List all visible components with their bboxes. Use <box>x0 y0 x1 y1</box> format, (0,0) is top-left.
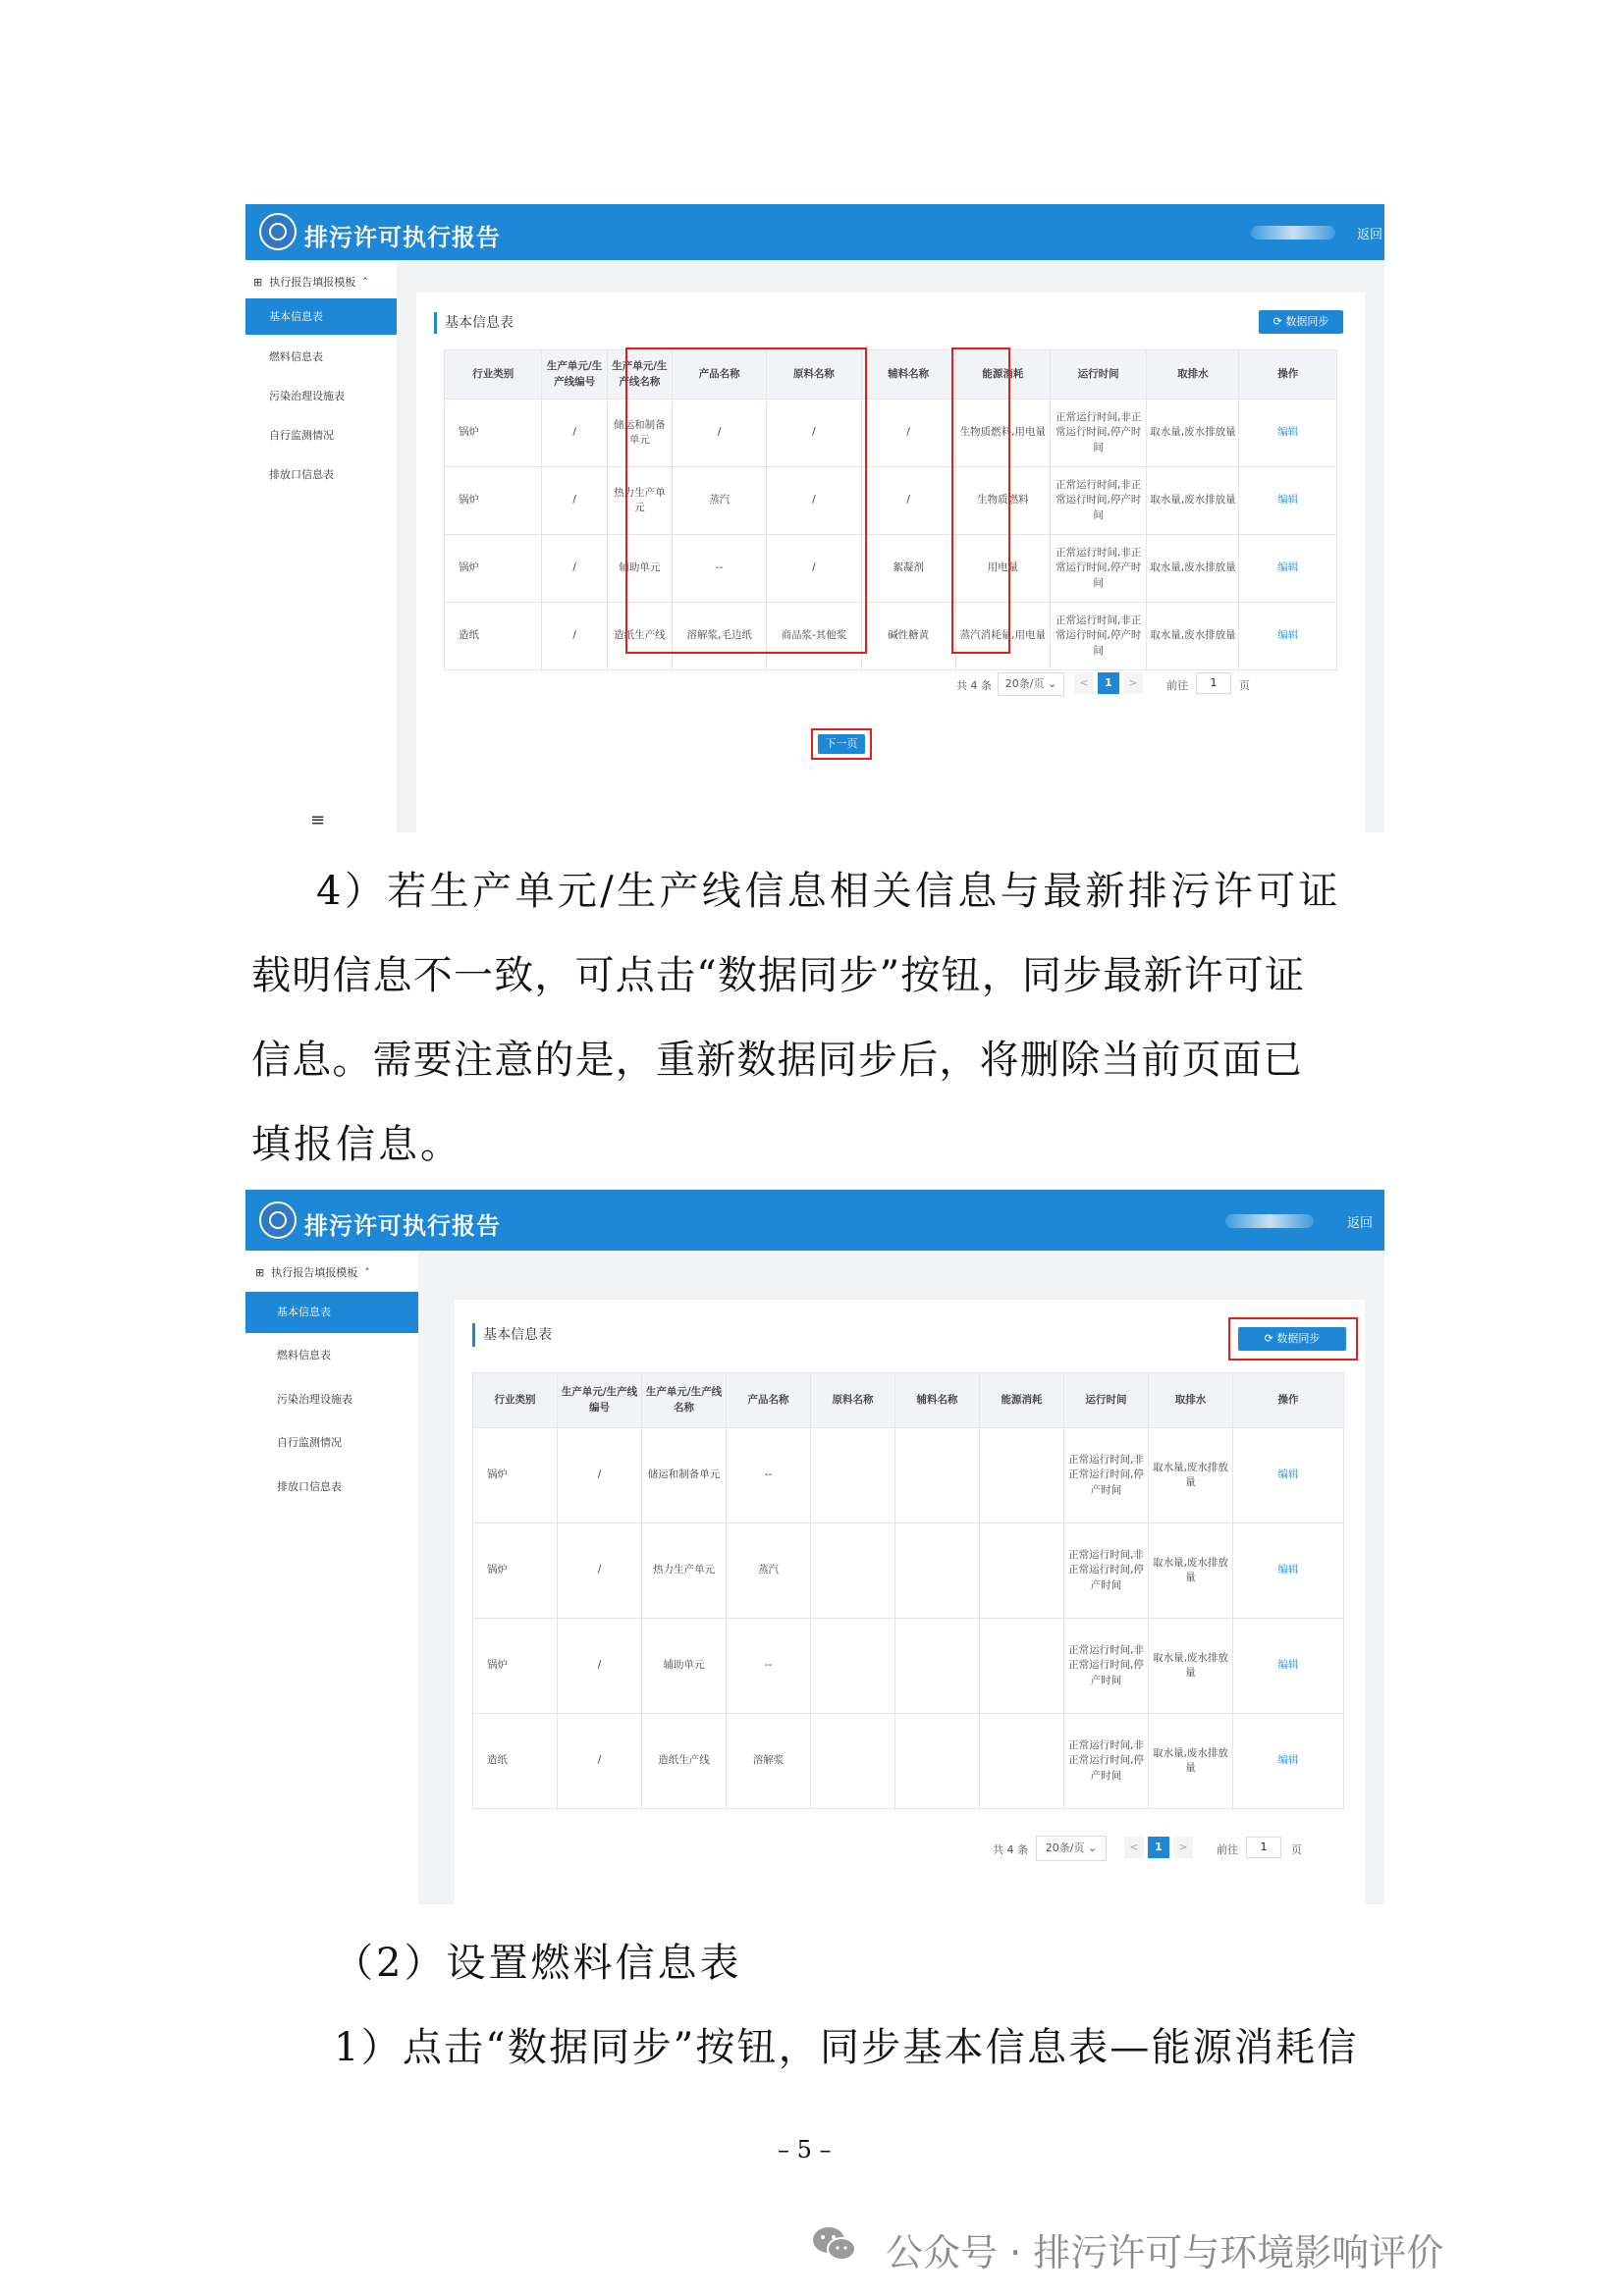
cell: 取水量,废水排放量 <box>1149 1714 1233 1809</box>
goto-page-input[interactable]: 1 <box>1196 672 1231 694</box>
edit-cell <box>1239 603 1337 670</box>
cell: 正常运行时间,非正常运行时间,停产时间 <box>1064 1714 1149 1809</box>
goto-label: 前往 <box>1217 1843 1238 1856</box>
cell: 正常运行时间,非正常运行时间,停产时间 <box>1064 1523 1149 1619</box>
app-title: 排污许可执行报告 <box>304 1212 501 1240</box>
cell: / <box>558 1428 642 1523</box>
edit-cell <box>1233 1619 1344 1714</box>
pager-total: 共 4 条 <box>993 1843 1028 1856</box>
paragraph-line: 填报信息。 <box>251 1122 462 1167</box>
screenshot-basic-info-highlighted <box>245 204 1384 832</box>
chevron-up-icon: ˄ <box>358 276 368 289</box>
cell: / <box>558 1523 642 1619</box>
cell <box>980 1714 1064 1809</box>
refresh-icon: ⟳ <box>1272 315 1286 328</box>
cell: / <box>542 400 607 467</box>
table-row <box>445 535 1337 603</box>
cell: -- <box>673 535 767 603</box>
cell: 絮凝剂 <box>861 535 955 603</box>
edit-cell <box>1239 535 1337 603</box>
table-row <box>473 1428 1344 1523</box>
refresh-icon: ⟳ <box>1264 1332 1277 1345</box>
sidebar-group[interactable] <box>245 274 405 290</box>
table-header-row <box>445 350 1337 400</box>
cell: 商品浆-其他浆 <box>767 603 861 670</box>
edit-link[interactable]: 编辑 <box>1277 629 1299 642</box>
chevron-up-icon: ˄ <box>360 1266 370 1279</box>
cell <box>895 1714 980 1809</box>
cell: 蒸汽消耗量,用电量 <box>955 603 1050 670</box>
sidebar-item-outlet-info[interactable]: 排放口信息表 <box>277 1480 342 1493</box>
goto-label: 前往 <box>1166 679 1188 692</box>
paragraph-line: 载明信息不一致，可点击“数据同步”按钮，同步最新许可证 <box>251 953 1306 998</box>
col-header: 生产单元/生产线名称 <box>642 1373 727 1428</box>
page-size-select[interactable] <box>998 672 1064 696</box>
app-header <box>245 1190 1384 1251</box>
cell <box>811 1619 895 1714</box>
cell: 造纸生产线 <box>607 603 672 670</box>
col-header: 生产单元/生产线编号 <box>558 1373 642 1428</box>
cell: 取水量,废水排放量 <box>1147 603 1239 670</box>
cell: / <box>558 1619 642 1714</box>
grid-icon: ⊞ <box>253 276 263 289</box>
prev-page-button[interactable]: < <box>1124 1837 1144 1858</box>
page-size-value: 20条/页 <box>1045 1842 1085 1854</box>
cell: 锅炉 <box>473 1428 558 1523</box>
cell: 辅助单元 <box>607 535 672 603</box>
next-page-arrow[interactable]: > <box>1123 672 1143 694</box>
section-heading: （2）设置燃料信息表 <box>334 1941 742 1986</box>
sidebar-group-label: 执行报告填报模板 <box>269 276 356 289</box>
edit-link[interactable]: 编辑 <box>1277 1564 1299 1576</box>
blurred-username <box>1225 1214 1314 1228</box>
cell: / <box>542 603 607 670</box>
cell: 用电量 <box>955 535 1050 603</box>
col-header: 能源消耗 <box>955 350 1050 400</box>
sidebar-item-pollution-facilities[interactable]: 污染治理设施表 <box>277 1393 352 1406</box>
cell: 正常运行时间,非正常运行时间,停产时间 <box>1064 1619 1149 1714</box>
sidebar-item-outlet-info[interactable]: 排放口信息表 <box>269 468 334 481</box>
table-row <box>473 1619 1344 1714</box>
col-header: 运行时间 <box>1064 1373 1149 1428</box>
wechat-icon <box>811 2224 856 2264</box>
data-sync-button[interactable] <box>1238 1327 1346 1351</box>
cell: 热力生产单元 <box>642 1523 727 1619</box>
col-header: 行业类别 <box>473 1373 558 1428</box>
back-link[interactable]: 返回 <box>1357 228 1383 242</box>
page-unit-label: 页 <box>1291 1843 1302 1856</box>
emblem-logo-icon <box>259 1201 297 1239</box>
col-header: 取排水 <box>1149 1373 1233 1428</box>
cell: / <box>558 1714 642 1809</box>
sidebar-group-label: 执行报告填报模板 <box>271 1266 358 1279</box>
page-number: – 5 – <box>778 2136 832 2163</box>
cell: / <box>861 467 955 535</box>
cell: 锅炉 <box>445 535 542 603</box>
basic-info-card <box>455 1300 1365 1904</box>
page-unit-label: 页 <box>1239 679 1250 692</box>
sidebar-item-basic-info[interactable]: 基本信息表 <box>245 1292 418 1333</box>
cell: / <box>542 467 607 535</box>
cell: / <box>767 467 861 535</box>
cell: 取水量,废水排放量 <box>1147 535 1239 603</box>
sidebar-item-basic-info[interactable]: 基本信息表 <box>245 298 397 335</box>
edit-link[interactable]: 编辑 <box>1277 1754 1299 1767</box>
page-size-value: 20条/页 <box>1004 677 1045 690</box>
cell: 正常运行时间,非正常运行时间,停产时间 <box>1064 1428 1149 1523</box>
table-row <box>445 603 1337 670</box>
card-title: 基本信息表 <box>434 312 514 334</box>
col-header: 生产单元/生产线名称 <box>607 350 672 400</box>
table-row <box>445 467 1337 535</box>
data-sync-label: 数据同步 <box>1285 315 1329 328</box>
cell: 锅炉 <box>473 1523 558 1619</box>
cell <box>980 1523 1064 1619</box>
app-header <box>245 204 1384 260</box>
cell: 正常运行时间,非正常运行时间,停产时间 <box>1050 467 1146 535</box>
cell <box>980 1428 1064 1523</box>
sidebar-item-self-monitoring[interactable]: 自行监测情况 <box>269 429 334 442</box>
table-row <box>473 1523 1344 1619</box>
cell: 溶解浆,毛边纸 <box>673 603 767 670</box>
cell: / <box>673 400 767 467</box>
cell: 取水量,废水排放量 <box>1147 467 1239 535</box>
chevron-down-icon: ⌄ <box>1087 1842 1098 1854</box>
sidebar <box>245 1251 418 1904</box>
col-header: 操作 <box>1233 1373 1344 1428</box>
cell: 锅炉 <box>445 467 542 535</box>
highlight-box-water <box>951 347 1010 654</box>
cell: -- <box>727 1428 811 1523</box>
edit-cell <box>1233 1714 1344 1809</box>
highlight-box-product-to-energy <box>625 347 867 654</box>
col-header: 原料名称 <box>811 1373 895 1428</box>
pager-total: 共 4 条 <box>956 679 992 692</box>
current-page[interactable]: 1 <box>1098 672 1119 694</box>
data-sync-button[interactable] <box>1259 310 1343 334</box>
cell: 生物质燃料,用电量 <box>955 400 1050 467</box>
paragraph-line: 信息。需要注意的是，重新数据同步后，将删除当前页面已 <box>251 1038 1304 1083</box>
cell: 生物质燃料 <box>955 467 1050 535</box>
next-step-button[interactable]: 下一页 <box>818 734 865 754</box>
edit-cell <box>1239 400 1337 467</box>
basic-info-table <box>472 1372 1344 1809</box>
data-sync-label: 数据同步 <box>1276 1332 1321 1345</box>
edit-link[interactable]: 编辑 <box>1277 494 1299 507</box>
cell: 取水量,废水排放量 <box>1149 1619 1233 1714</box>
cell: 碱性糖黄 <box>861 603 955 670</box>
cell: 辅助单元 <box>642 1619 727 1714</box>
col-header: 产品名称 <box>673 350 767 400</box>
cell: / <box>542 535 607 603</box>
basic-info-card <box>416 293 1365 832</box>
col-header: 辅料名称 <box>861 350 955 400</box>
col-header: 辅料名称 <box>895 1373 980 1428</box>
cell: 造纸生产线 <box>642 1714 727 1809</box>
card-title: 基本信息表 <box>472 1323 552 1347</box>
app-title: 排污许可执行报告 <box>304 224 501 251</box>
col-header: 操作 <box>1239 350 1337 400</box>
sidebar <box>245 260 397 832</box>
cell: 蒸汽 <box>673 467 767 535</box>
cell <box>895 1428 980 1523</box>
cell: / <box>767 400 861 467</box>
col-header: 能源消耗 <box>980 1373 1064 1428</box>
cell: 蒸汽 <box>727 1523 811 1619</box>
cell <box>811 1523 895 1619</box>
cell: 锅炉 <box>445 400 542 467</box>
col-header: 运行时间 <box>1050 350 1146 400</box>
cell: 锅炉 <box>473 1619 558 1714</box>
table-row <box>445 400 1337 467</box>
col-header: 生产单元/生产线编号 <box>542 350 607 400</box>
cell: 正常运行时间,非正常运行时间,停产时间 <box>1050 603 1146 670</box>
page-size-select[interactable] <box>1036 1836 1107 1861</box>
paragraph-line: 1）点击“数据同步”按钮，同步基本信息表—能源消耗信 <box>334 2025 1359 2070</box>
edit-cell <box>1233 1428 1344 1523</box>
cell: 取水量,废水排放量 <box>1147 400 1239 467</box>
cell: -- <box>727 1619 811 1714</box>
blurred-username <box>1251 226 1335 240</box>
edit-link[interactable]: 编辑 <box>1277 1468 1299 1481</box>
sidebar-item-self-monitoring[interactable]: 自行监测情况 <box>277 1436 342 1449</box>
emblem-logo-icon <box>259 213 297 250</box>
cell <box>811 1714 895 1809</box>
edit-link[interactable]: 编辑 <box>1277 426 1299 439</box>
prev-page-button[interactable]: < <box>1074 672 1094 694</box>
col-header: 产品名称 <box>727 1373 811 1428</box>
table-row <box>473 1714 1344 1809</box>
table-header-row <box>473 1373 1344 1428</box>
cell: 热力生产单元 <box>607 467 672 535</box>
cell: 正常运行时间,非正常运行时间,停产时间 <box>1050 535 1146 603</box>
next-page-arrow[interactable]: > <box>1173 1837 1193 1858</box>
cell: 造纸 <box>473 1714 558 1809</box>
cell: 正常运行时间,非正常运行时间,停产时间 <box>1050 400 1146 467</box>
cell <box>811 1428 895 1523</box>
cell: / <box>767 535 861 603</box>
goto-page-input[interactable]: 1 <box>1246 1837 1281 1858</box>
sidebar-item-fuel-info[interactable]: 燃料信息表 <box>269 350 323 363</box>
edit-cell <box>1239 467 1337 535</box>
cell: / <box>861 400 955 467</box>
cell: 造纸 <box>445 603 542 670</box>
current-page[interactable]: 1 <box>1148 1837 1169 1858</box>
cell <box>895 1619 980 1714</box>
stray-mark: ≡ <box>310 810 326 830</box>
cell: 溶解浆 <box>727 1714 811 1809</box>
screenshot-data-sync-highlighted <box>245 1190 1384 1904</box>
sidebar-item-fuel-info[interactable]: 燃料信息表 <box>277 1349 331 1362</box>
watermark-text: 公众号 · 排污许可与环境影响评价 <box>886 2231 1444 2274</box>
cell: 取水量,废水排放量 <box>1149 1523 1233 1619</box>
chevron-down-icon: ⌄ <box>1047 677 1057 690</box>
cell <box>895 1523 980 1619</box>
col-header: 原料名称 <box>767 350 861 400</box>
col-header: 取排水 <box>1147 350 1239 400</box>
cell: 储运和制备单元 <box>607 400 672 467</box>
edit-cell <box>1233 1523 1344 1619</box>
paragraph-line: 4）若生产单元/生产线信息相关信息与最新排污许可证 <box>316 869 1341 914</box>
cell <box>980 1619 1064 1714</box>
edit-link[interactable]: 编辑 <box>1277 561 1299 574</box>
grid-icon: ⊞ <box>255 1266 265 1279</box>
basic-info-table <box>444 349 1337 670</box>
cell: 储运和制备单元 <box>642 1428 727 1523</box>
sidebar-group[interactable] <box>245 1264 428 1280</box>
back-link[interactable]: 返回 <box>1347 1216 1374 1231</box>
col-header: 行业类别 <box>445 350 542 400</box>
edit-link[interactable]: 编辑 <box>1277 1659 1299 1672</box>
sidebar-item-pollution-facilities[interactable]: 污染治理设施表 <box>269 390 345 402</box>
cell: 取水量,废水排放量 <box>1149 1428 1233 1523</box>
